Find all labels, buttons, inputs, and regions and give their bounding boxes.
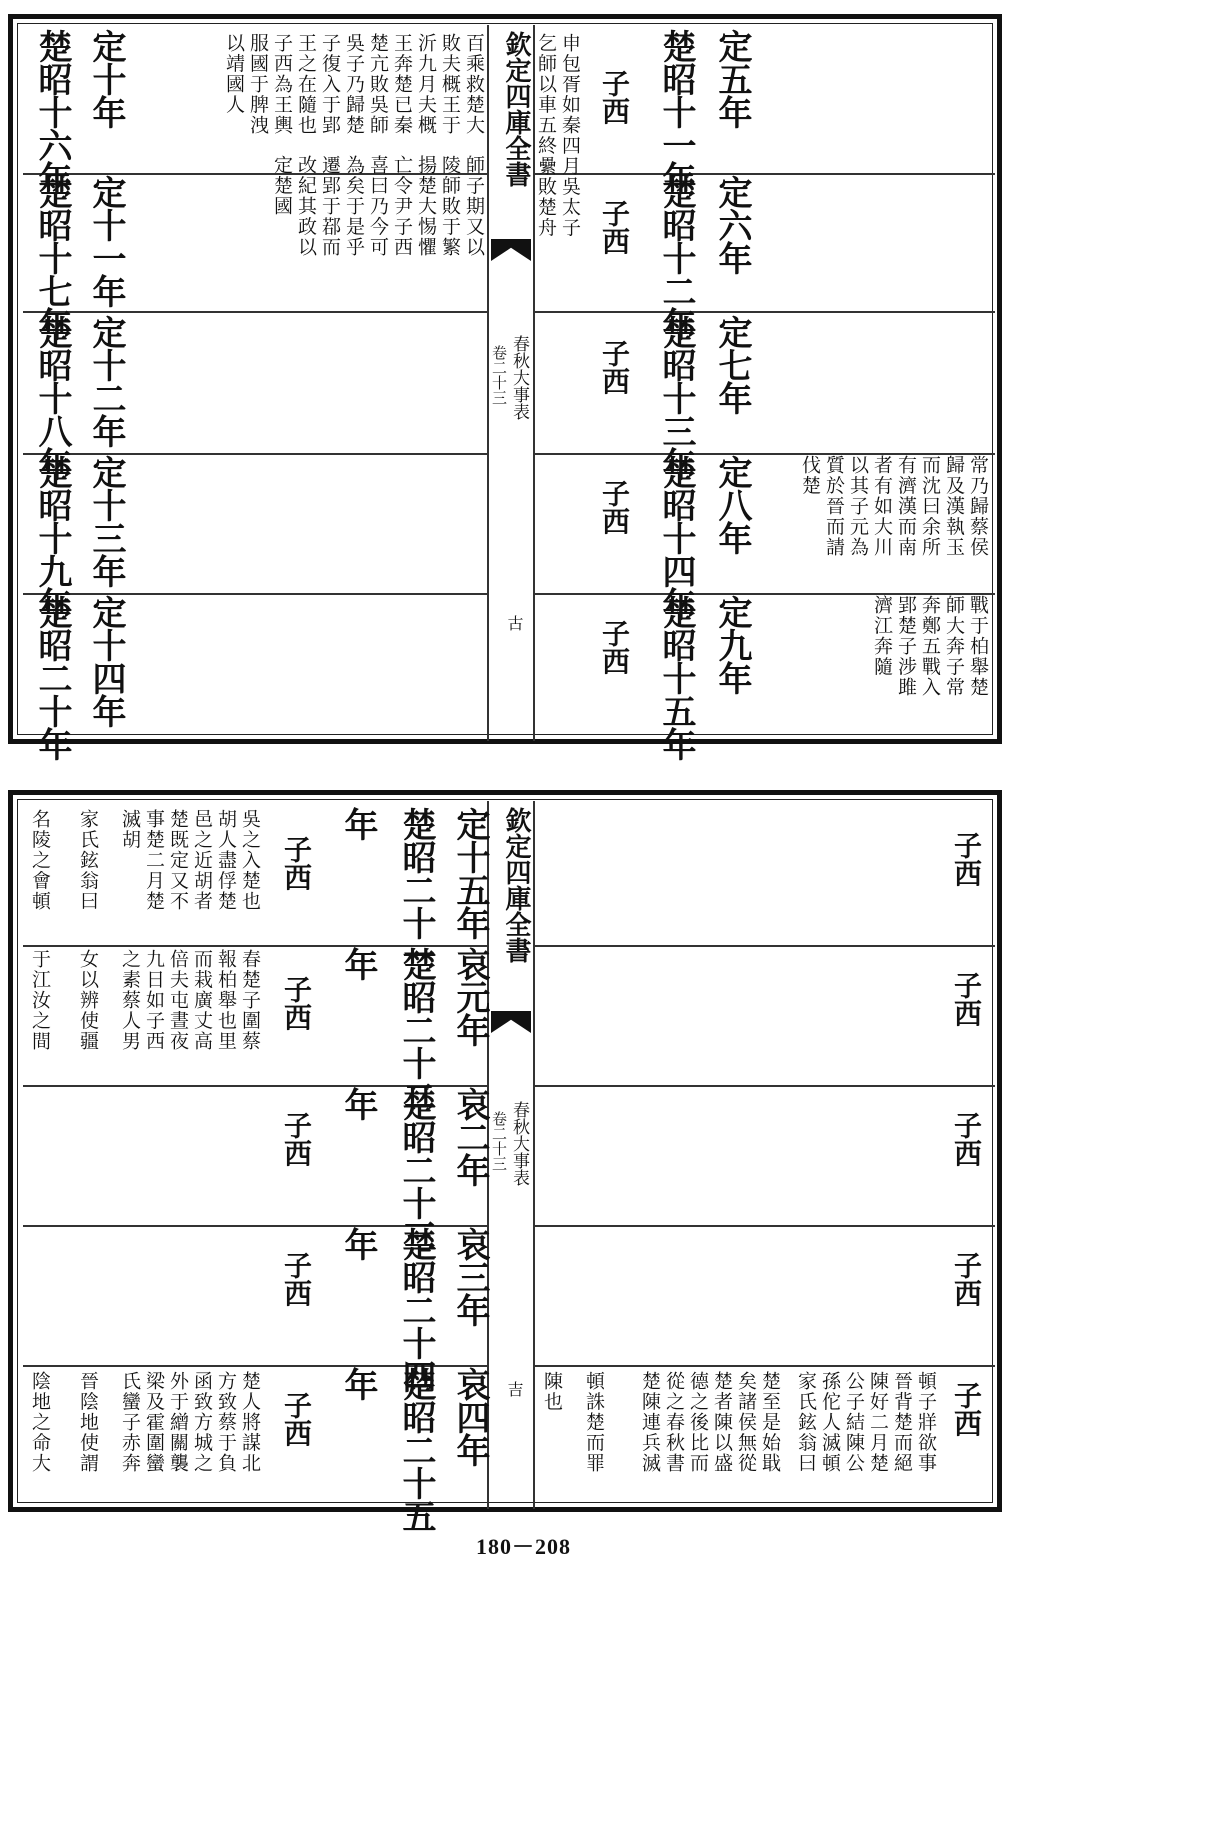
wu-minister: 子西 xyxy=(598,199,631,255)
note-line: 之素蔡人男 xyxy=(119,949,141,1052)
chu-year-suffix: 年 xyxy=(338,1227,378,1260)
chu-year: 楚昭十三年 xyxy=(656,315,696,480)
note-line: 晉背楚而絕 xyxy=(891,1371,913,1474)
note-line: 家氏鉉翁曰 xyxy=(77,809,99,912)
wu-minister: 子西 xyxy=(280,1251,313,1307)
wu-minister: 子西 xyxy=(950,1111,983,1167)
fold-title: 欽定四庫全書 xyxy=(501,31,531,187)
note-line: 九日如子西 xyxy=(143,949,165,1052)
chu-year-suffix: 年 xyxy=(338,1367,378,1400)
note-line: 以其子元為 xyxy=(847,455,869,558)
chu-year: 楚昭二十三 xyxy=(396,1087,436,1252)
note-line: 郢楚子涉雎 xyxy=(895,595,917,698)
note-line: 而栽廣丈高 xyxy=(191,949,213,1052)
chu-year: 楚昭二十年 xyxy=(32,595,72,760)
note-line: 滅胡 xyxy=(119,809,141,850)
note-line: 沂九月夫概 xyxy=(415,33,437,136)
chu-year-suffix: 年 xyxy=(338,947,378,980)
chu-year: 楚昭二十四 xyxy=(396,1227,436,1392)
chu-year: 楚昭十四年 xyxy=(656,455,696,620)
note-line: 楚至是始戢 xyxy=(759,1371,781,1474)
wu-minister: 子西 xyxy=(598,339,631,395)
note-line: 而沈曰余所 xyxy=(919,455,941,558)
wu-minister: 子西 xyxy=(280,1391,313,1447)
note-line: 喜曰乃今可 xyxy=(367,155,389,258)
note-line: 遷郢于鄀而 xyxy=(319,155,341,258)
note-line: 函致方城之 xyxy=(191,1371,213,1474)
page-footer-number: 180－208 xyxy=(475,1534,571,1559)
note-line: 百乘救楚大 xyxy=(463,33,485,136)
note-line: 有濟漢而南 xyxy=(895,455,917,558)
note-line: 歸及漢執玉 xyxy=(943,455,965,558)
wu-minister: 子西 xyxy=(598,479,631,535)
chu-year: 楚昭十一年 xyxy=(656,29,696,194)
note-line: 倍夫屯晝夜 xyxy=(167,949,189,1052)
wu-minister: 子西 xyxy=(598,619,631,675)
lu-year: 定十三年 xyxy=(86,455,126,587)
note-line: 外于繒關襲 xyxy=(167,1371,189,1474)
chu-year: 楚昭十五年 xyxy=(656,595,696,760)
note-line: 楚既定又不 xyxy=(167,809,189,912)
note-line: 濟江奔隨 xyxy=(871,595,893,677)
fold-fishtail-mark xyxy=(491,1011,531,1033)
note-line: 王奔楚已秦 xyxy=(391,33,413,136)
note-line: 申包胥如秦四月吳太子 xyxy=(559,33,581,238)
note-line: 女以辨使疆 xyxy=(77,949,99,1052)
note-line: 陳也 xyxy=(541,1371,563,1412)
top-fold-column xyxy=(487,25,537,741)
note-line: 子復入于郢 xyxy=(319,33,341,136)
chu-year: 楚昭十六年 xyxy=(32,29,72,194)
note-line: 質於晉而請 xyxy=(823,455,845,558)
chu-year: 楚昭十七年 xyxy=(32,175,72,340)
wu-minister: 子西 xyxy=(950,971,983,1027)
note-line: 矣諸侯無從 xyxy=(735,1371,757,1474)
note-line: 氏蠻子赤奔 xyxy=(119,1371,141,1474)
wu-minister: 子西 xyxy=(280,975,313,1031)
chu-year-suffix: 年 xyxy=(338,807,378,840)
note-line: 事楚二月楚 xyxy=(143,809,165,912)
note-line: 吳子乃歸楚 xyxy=(343,33,365,136)
note-line: 從之春秋書 xyxy=(663,1371,685,1474)
lu-year: 定十一年 xyxy=(86,175,126,307)
bottom-fold-column xyxy=(487,801,537,1509)
note-line: 楚者陳以盛 xyxy=(711,1371,733,1474)
note-line: 師大奔子常 xyxy=(943,595,965,698)
lu-year: 定十五年 xyxy=(450,807,490,939)
note-line: 家氏鉉翁曰 xyxy=(795,1371,817,1474)
wu-minister: 子西 xyxy=(950,1381,983,1437)
note-line: 梁及霍圍蠻 xyxy=(143,1371,165,1474)
lu-year: 哀四年 xyxy=(450,1367,490,1466)
note-line: 子西為王輿 xyxy=(271,33,293,136)
chu-year: 楚昭二十二 xyxy=(396,947,436,1112)
note-line: 頓子牂欲事 xyxy=(915,1371,937,1474)
note-line: 晉陰地使謂 xyxy=(77,1371,99,1474)
note-line: 頓誅楚而罪 xyxy=(583,1371,605,1474)
note-line: 楚陳連兵滅 xyxy=(639,1371,661,1474)
fold-volume: 卷二十三 xyxy=(490,345,508,405)
note-line: 名陵之會頓 xyxy=(29,809,51,912)
note-line: 者有如大川 xyxy=(871,455,893,558)
note-line: 揚楚大惕懼 xyxy=(415,155,437,258)
note-line: 戰于柏舉楚 xyxy=(967,595,989,698)
note-line: 常乃歸蔡侯 xyxy=(967,455,989,558)
note-line: 師子期又以 xyxy=(463,155,485,258)
lu-year: 定七年 xyxy=(712,315,752,414)
fold-page-number: 古 xyxy=(505,615,524,631)
note-line: 伐楚 xyxy=(799,455,821,496)
wu-minister: 子西 xyxy=(950,831,983,887)
note-line: 春楚子圍蔡 xyxy=(239,949,261,1052)
lu-year: 定十四年 xyxy=(86,595,126,727)
note-line: 以靖國人 xyxy=(223,33,245,115)
note-line: 吳之入楚也 xyxy=(239,809,261,912)
note-line: 楚亢敗吳師 xyxy=(367,33,389,136)
chu-year: 楚昭十二年 xyxy=(656,175,696,340)
lu-year: 定九年 xyxy=(712,595,752,694)
note-line: 陳好二月楚 xyxy=(867,1371,889,1474)
lu-year: 定十二年 xyxy=(86,315,126,447)
fold-book-title: 春秋大事表 xyxy=(509,335,529,420)
fold-book-title: 春秋大事表 xyxy=(509,1101,529,1186)
lu-year: 定五年 xyxy=(712,29,752,128)
fold-volume: 卷二十三 xyxy=(490,1111,508,1171)
lu-year: 定六年 xyxy=(712,175,752,274)
note-line: 楚人將謀北 xyxy=(239,1371,261,1474)
chu-year: 楚昭二十五 xyxy=(396,1367,436,1532)
lu-year: 定八年 xyxy=(712,455,752,554)
note-line: 胡人盡俘楚 xyxy=(215,809,237,912)
note-line: 定楚國 xyxy=(271,155,293,217)
note-line: 奔鄭五戰入 xyxy=(919,595,941,698)
note-line: 王之在隨也 xyxy=(295,33,317,136)
fold-title: 欽定四庫全書 xyxy=(501,807,531,963)
note-line: 陵師敗于繁 xyxy=(439,155,461,258)
note-line: 敗夫概王于 xyxy=(439,33,461,136)
note-line: 亡令尹子西 xyxy=(391,155,413,258)
lu-year: 定十年 xyxy=(86,29,126,128)
wu-minister: 子西 xyxy=(280,835,313,891)
note-line: 于江汝之間 xyxy=(29,949,51,1052)
fold-fishtail-mark xyxy=(491,239,531,261)
chu-year: 楚昭十八年 xyxy=(32,315,72,480)
wu-minister: 子西 xyxy=(598,69,631,125)
note-line: 乞師以車五終纍敗楚舟 xyxy=(535,33,557,238)
note-line: 服國于脾洩 xyxy=(247,33,269,136)
lu-year: 哀元年 xyxy=(450,947,490,1046)
fold-page-number: 吉 xyxy=(505,1381,524,1397)
top-page xyxy=(8,14,1002,760)
bottom-page xyxy=(8,790,1002,1532)
lu-year: 哀二年 xyxy=(450,1087,490,1186)
lu-year: 哀三年 xyxy=(450,1227,490,1326)
note-line: 德之後比而 xyxy=(687,1371,709,1474)
note-line: 改紀其政以 xyxy=(295,155,317,258)
note-line: 公子結陳公 xyxy=(843,1371,865,1474)
chu-year: 楚昭十九年 xyxy=(32,455,72,620)
note-line: 邑之近胡者 xyxy=(191,809,213,912)
wu-minister: 子西 xyxy=(950,1251,983,1307)
chu-year-suffix: 年 xyxy=(338,1087,378,1120)
wu-minister: 子西 xyxy=(280,1111,313,1167)
note-line: 方致蔡于負 xyxy=(215,1371,237,1474)
note-line: 報柏舉也里 xyxy=(215,949,237,1052)
note-line: 為矣于是乎 xyxy=(343,155,365,258)
note-line: 陰地之命大 xyxy=(29,1371,51,1474)
chu-year: 楚昭二十一 xyxy=(396,807,436,972)
note-line: 孫佗人滅頓 xyxy=(819,1371,841,1474)
